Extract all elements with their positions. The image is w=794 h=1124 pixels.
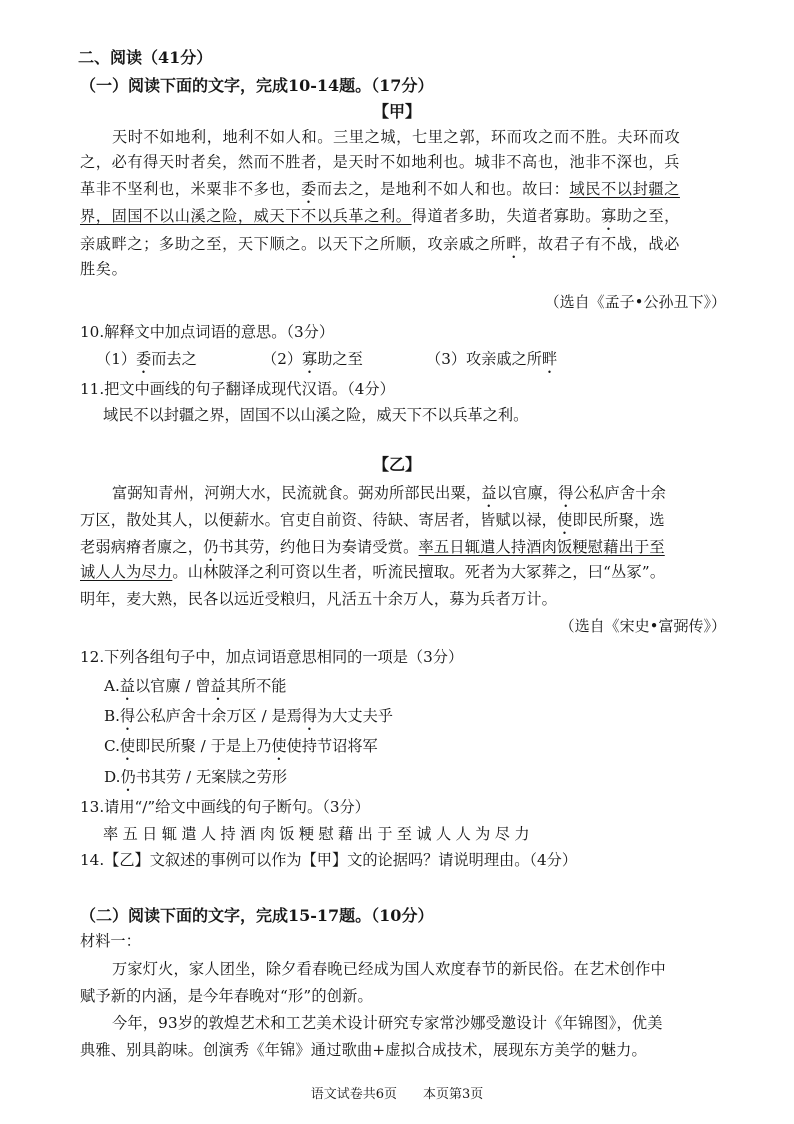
jia-line-1: 天时不如地利，地利不如人和。三里之城，七里之郭，环而攻之而不胜。夫环而攻 xyxy=(112,128,681,146)
material-1-p2-line-1: 今年，93岁的敦煌艺术和工艺美术设计研究专家常沙娜受邀设计《年锦图》，优美 xyxy=(112,1014,663,1032)
dotted-word: 寡 xyxy=(601,207,617,225)
passage-jia-label: 【甲】 xyxy=(372,102,421,121)
q10-item-3: （3）攻亲戚之所畔 xyxy=(426,350,558,368)
dotted-word: 畔 xyxy=(506,235,523,253)
dotted-word: 得 xyxy=(558,484,574,502)
underlined-sentence: 域民不以封疆之 xyxy=(569,180,680,198)
yi-line-1: 富弼知青州，河朔大水，民流就食。弼劝所部民出粟，益以官廪，得公私庐舍十余 xyxy=(112,484,666,502)
jia-line-2: 之，必有得天时者矣，然而不胜者，是天时不如地利也。城非不高也，池非不深也，兵 xyxy=(80,153,680,171)
section-title: 二、阅读（41分） xyxy=(78,48,213,67)
part1-heading: （一）阅读下面的文字，完成10-14题。（17分） xyxy=(80,76,434,95)
material-1-p1-line-2: 赋予新的内涵，是今年春晚对“形”的创新。 xyxy=(80,987,373,1005)
underlined-sentence: 诚人人为尽力 xyxy=(80,563,173,581)
question-14: 14.【乙】文叙述的事例可以作为【甲】文的论据吗？请说明理由。（4分） xyxy=(80,851,578,869)
q12-option-c: C.使即民所聚 / 于是上乃使使持节诏将军 xyxy=(104,737,378,755)
underlined-sentence: 界，固国不以山溪之险，威天下不以兵革之利。 xyxy=(80,207,412,225)
q12-option-b: B.得公私庐舍十余万区 / 是焉得为大丈夫乎 xyxy=(104,707,393,725)
q13-sentence: 率五日辄遣人持酒肉饭粳慰藉出于至诚人人为尽力 xyxy=(103,825,534,843)
q10-item-1: （1）委而去之 xyxy=(96,350,197,368)
passage-yi-label: 【乙】 xyxy=(372,455,421,474)
jia-line-4: 界，固国不以山溪之险，威天下不以兵革之利。得道者多助，失道者寡助。寡助之至， xyxy=(80,207,680,225)
question-12: 12.下列各组句子中，加点词语意思相同的一项是（3分） xyxy=(80,648,464,666)
q12-option-d: D.仍书其劳 / 无案牍之劳形 xyxy=(104,768,288,786)
yi-line-4: 诚人人为尽力。山林陂泽之利可资以生者，听流民擅取。死者为大冢葬之，曰“丛冢”。 xyxy=(80,563,666,581)
part2-heading: （二）阅读下面的文字，完成15-17题。（10分） xyxy=(80,906,434,925)
jia-line-6: 胜矣。 xyxy=(80,260,128,278)
page-footer: 语文试卷共6页 本页第3页 xyxy=(310,1087,484,1102)
material-1-p1-line-1: 万家灯火，家人团坐，除夕看春晚已经成为国人欢度春节的新民俗。在艺术创作中 xyxy=(112,960,666,978)
dotted-word: 益 xyxy=(481,484,497,502)
yi-line-5: 明年，麦大熟，民各以远近受粮归，凡活五十余万人，募为兵者万计。 xyxy=(80,590,558,608)
yi-source: （选自《宋史•富弼传》） xyxy=(559,617,726,635)
jia-line-5: 亲戚畔之；多助之至，天下顺之。以天下之所顺，攻亲戚之所畔，故君子有不战，战必 xyxy=(80,235,680,253)
jia-line-3: 革非不坚利也，米粟非不多也，委而去之，是地利不如人和也。故曰：域民不以封疆之 xyxy=(80,180,680,198)
material-1-label: 材料一： xyxy=(80,932,141,950)
question-11: 11.把文中画线的句子翻译成现代汉语。（4分） xyxy=(80,380,395,398)
q10-item-2: （2）寡助之至 xyxy=(262,350,363,368)
question-10: 10.解释文中加点词语的意思。（3分） xyxy=(80,323,335,341)
underlined-sentence: 率五日辄遣人持酒肉饭粳慰藉出于至 xyxy=(418,538,665,556)
q11-sentence: 域民不以封疆之界，固国不以山溪之险，威天下不以兵革之利。 xyxy=(103,406,529,424)
material-1-p2-line-2: 典雅、别具韵味。创演秀《年锦》通过歌曲+虚拟合成技术，展现东方美学的魅力。 xyxy=(80,1041,647,1059)
yi-line-2: 万区，散处其人，以便薪水。官吏自前资、待缺、寄居者，皆赋以禄，使即民所聚，选 xyxy=(80,511,665,529)
jia-source: （选自《孟子•公孙丑下》） xyxy=(544,293,726,311)
dotted-word: 使 xyxy=(557,511,573,529)
question-13: 13.请用“/”给文中画线的句子断句。（3分） xyxy=(80,798,370,816)
dotted-word: 仍 xyxy=(203,538,219,556)
dotted-word: 委 xyxy=(301,180,317,198)
yi-line-3: 老弱病瘠者廪之，仍书其劳，约他日为奏请受赏。率五日辄遣人持酒肉饭粳慰藉出于至 xyxy=(80,538,665,556)
q12-option-a: A.益以官廪 / 曾益其所不能 xyxy=(104,677,287,695)
